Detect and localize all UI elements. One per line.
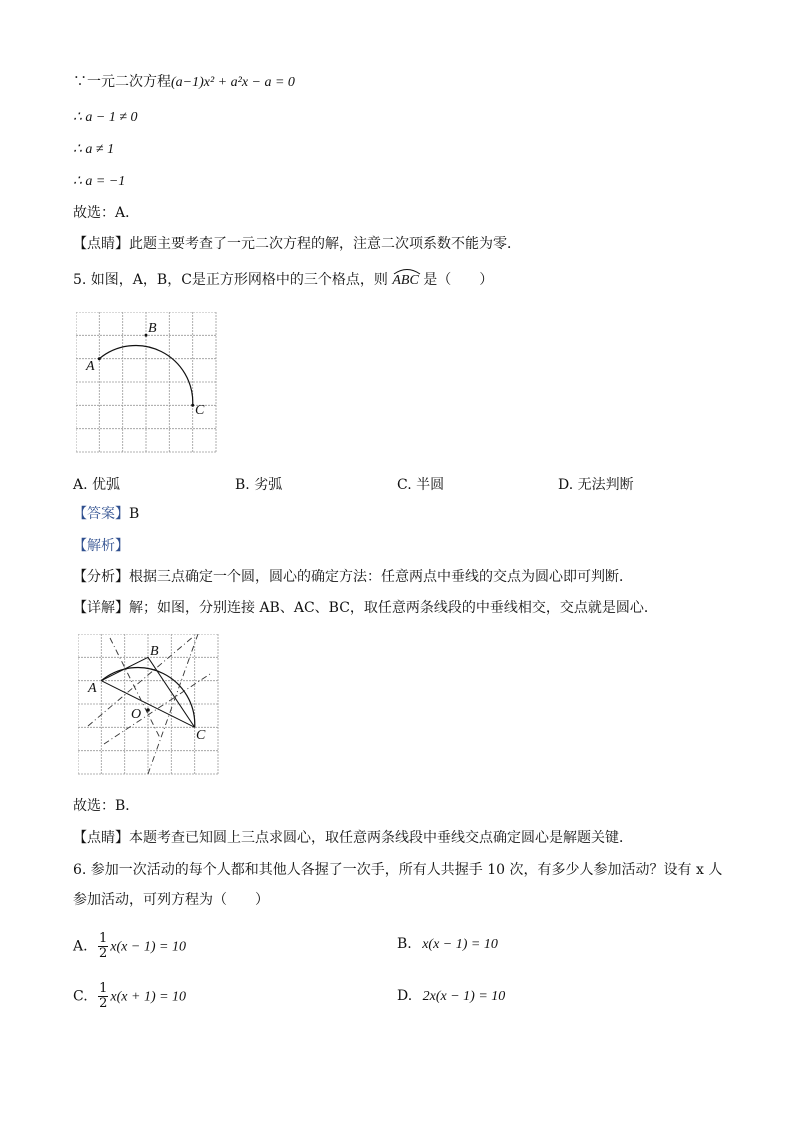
q6-option-d bbox=[397, 988, 505, 1005]
frac-den: 2 bbox=[99, 996, 108, 1011]
q5-dianjing-text: 本题考查已知圆上三点求圆心，取任意两条线段中垂线交点确定圆心是解题关键． bbox=[129, 830, 633, 846]
frac-num: 1 bbox=[99, 931, 108, 946]
frac-num: 1 bbox=[99, 981, 108, 996]
dianjing-tag: 【点睛】 bbox=[73, 236, 129, 252]
q5-fenxi bbox=[73, 567, 633, 587]
q6-option-a-fraction bbox=[98, 932, 108, 961]
q5-xiangjie bbox=[73, 598, 658, 618]
q5-arc-text: ABC bbox=[392, 273, 419, 288]
fig2-label-a: A bbox=[88, 681, 97, 696]
line-equation bbox=[73, 72, 295, 93]
q6-option-d-expr: 2x(x − 1) = 10 bbox=[422, 989, 506, 1004]
q5-stem-post: 是（ ） bbox=[423, 272, 494, 288]
q5-analysis-tag: 【解析】 bbox=[73, 538, 129, 554]
q6-option-d-label: D. bbox=[397, 988, 413, 1004]
q5-figure bbox=[76, 312, 218, 454]
fig2-label-b: B bbox=[150, 644, 159, 659]
q6-option-c bbox=[73, 982, 186, 1011]
q6-option-a-label: A. bbox=[73, 938, 88, 955]
q6-stem-line2: 参加活动，可列方程为（ ） bbox=[73, 892, 269, 908]
q6-option-c-fraction bbox=[98, 982, 108, 1011]
xiangjie-text: 解；如图，分别连接 AB、AC、BC，取任意两条线段的中垂线相交，交点就是圆心． bbox=[129, 600, 658, 616]
arc-symbol bbox=[392, 267, 422, 275]
q6-option-c-label: C. bbox=[73, 988, 88, 1005]
line-a-neq-1: ∴ a ≠ 1 bbox=[73, 142, 115, 157]
q5-stem-pre: 5. 如图，A，B，C是正方形网格中的三个格点，则 bbox=[73, 272, 388, 288]
fig2-label-o: O bbox=[131, 707, 142, 722]
fenxi-tag: 【分析】 bbox=[73, 569, 129, 585]
line-a-eq-minus1: ∴ a = −1 bbox=[73, 174, 126, 189]
line-dianjing-1 bbox=[73, 234, 521, 254]
q5-stem bbox=[73, 270, 493, 291]
q5-answer bbox=[73, 504, 139, 524]
line-a-minus-1: ∴ a − 1 ≠ 0 bbox=[73, 110, 138, 125]
q6-option-a bbox=[73, 932, 186, 961]
q5-option-b: B. 劣弧 bbox=[235, 477, 283, 493]
line-choose-a: 故选：A． bbox=[73, 205, 140, 221]
fenxi-text: 根据三点确定一个圆，圆心的确定方法：任意两点中垂线的交点为圆心即可判断． bbox=[129, 569, 633, 585]
fig2-label-c: C bbox=[196, 728, 206, 743]
q5-dianjing bbox=[73, 828, 633, 848]
equation-intro: ∵一元二次方程 bbox=[73, 74, 171, 90]
q6-option-b-label: B. bbox=[397, 936, 412, 952]
q5-option-a: A. 优弧 bbox=[73, 477, 121, 493]
q5-solution-figure bbox=[78, 634, 220, 776]
xiangjie-tag: 【详解】 bbox=[73, 600, 129, 616]
q6-option-a-expr: x(x − 1) = 10 bbox=[110, 939, 186, 955]
q5-arc-label bbox=[392, 271, 418, 291]
answer-value: B bbox=[129, 506, 140, 522]
fig1-label-c: C bbox=[195, 403, 205, 418]
answer-tag: 【答案】 bbox=[73, 506, 129, 522]
q5-option-c: C. 半圆 bbox=[397, 477, 445, 493]
q6-stem-line1: 6. 参加一次活动的每个人都和其他人各握了一次手，所有人共握手 10 次，有多少人参加活动？设有 x 人 bbox=[73, 862, 723, 878]
q5-option-d: D. 无法判断 bbox=[558, 477, 634, 493]
q5-choose: 故选：B． bbox=[73, 798, 140, 814]
fig1-label-b: B bbox=[148, 321, 157, 336]
dianjing-text: 此题主要考查了一元二次方程的解，注意二次项系数不能为零． bbox=[129, 236, 521, 252]
q5-dianjing-tag: 【点睛】 bbox=[73, 830, 129, 846]
fig1-label-a: A bbox=[86, 359, 95, 374]
frac-den: 2 bbox=[99, 946, 108, 961]
equation-math: (a−1)x² + a²x − a = 0 bbox=[171, 75, 295, 90]
q6-option-b-expr: x(x − 1) = 10 bbox=[422, 937, 498, 952]
q6-option-c-expr: x(x + 1) = 10 bbox=[110, 989, 187, 1005]
q6-option-b bbox=[397, 936, 498, 953]
